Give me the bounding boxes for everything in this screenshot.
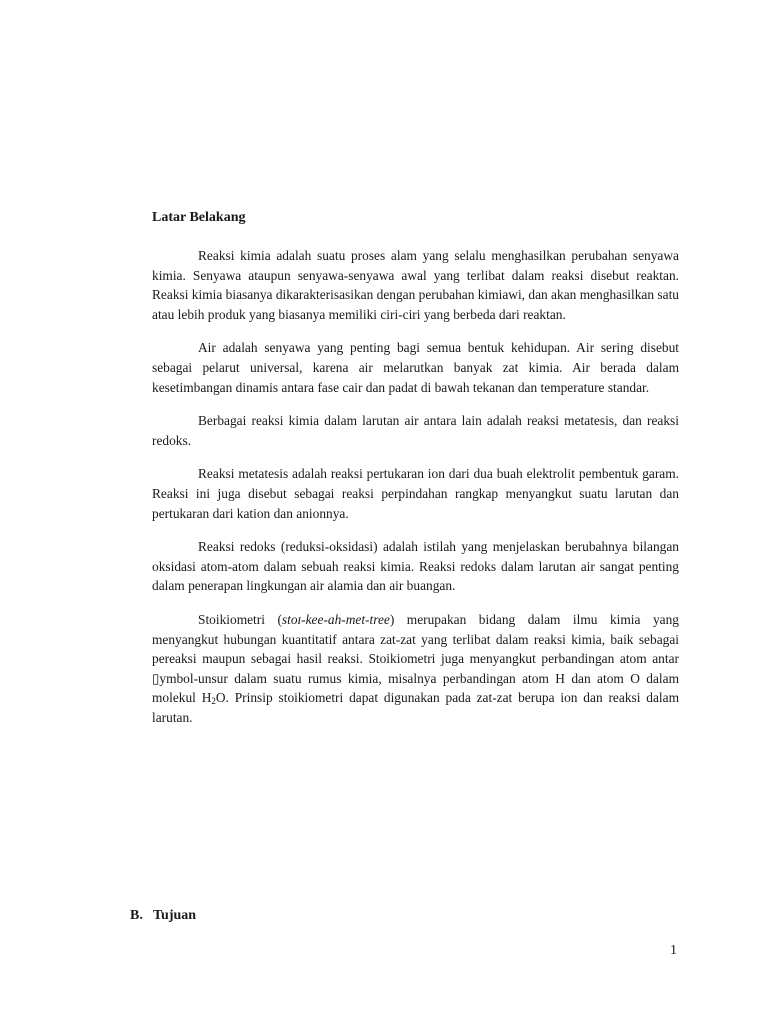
section-heading-tujuan [130, 908, 196, 924]
stoikiometri-pronunciation: stoɪ-kee-ah-met-tree [281, 611, 390, 627]
stoikiometri-text-start: Stoikiometri ( [198, 611, 282, 627]
paragraph-reaksi-dalam-larutan: Berbagai reaksi kimia dalam larutan air antara lain adalah reaksi metatesis, dan reaksi redoks. [152, 413, 679, 448]
body-text [152, 246, 679, 727]
section-title: Tujuan [153, 908, 197, 923]
paragraph-air: Air adalah senyawa yang penting bagi semua bentuk kehidupan. Air sering disebut sebagai pelarut universal, karena air melarutkan banyak zat kimia. Air berada dalam kesetimbangan dinamis antara fase cair dan padat di bawah tekanan dan temperature standar. [152, 340, 679, 395]
section-heading-latar-belakang: Latar Belakang [152, 210, 246, 225]
stoikiometri-text-middle: ) merupakan bidang dalam ilmu kimia yang menyangkut hubungan kuantitatif antara zat-zat yang terlibat dalam reaksi kimia, baik sebagai pereaksi maupun sebagai hasil reaksi. Stoikiometri juga menyangkut perbandingan atom antar ▯ymbol-unsur dalam suatu rumus kimia, misalnya perbandingan atom H dan atom O dalam molekul H [152, 611, 679, 706]
paragraph-stoikiometri [152, 610, 679, 728]
paragraph-reaksi-metatesis: Reaksi metatesis adalah reaksi pertukaran ion dari dua buah elektrolit pembentuk garam. Reaksi ini juga disebut sebagai reaksi perpindahan rangkap menyangkut suatu larutan dan pertukaran dari kation dan anionnya. [152, 466, 679, 521]
stoikiometri-text-end: O. Prinsip stoikiometri dapat digunakan pada zat-zat berupa ion dan reaksi dalam larutan. [152, 690, 679, 725]
page-number: 1 [670, 943, 677, 958]
paragraph-reaksi-kimia: Reaksi kimia adalah suatu proses alam yang selalu menghasilkan perubahan senyawa kimia. Senyawa ataupun senyawa-senyawa awal yang terlibat dalam reaksi disebut reaktan. Reaksi kimia biasanya dikarakterisasikan dengan perubahan kimiawi, dan akan menghasilkan satu atau lebih produk yang biasanya memiliki ciri-ciri yang berbeda dari reaktan. [152, 248, 679, 322]
water-subscript: 2 [211, 696, 216, 707]
paragraph-reaksi-redoks: Reaksi redoks (reduksi-oksidasi) adalah istilah yang menjelaskan berubahnya bilangan oksidasi atom-atom dalam sebuah reaksi kimia. Reaksi redoks dalam larutan air sangat penting dalam penerapan lingkungan air alamia dan air buangan. [152, 539, 679, 594]
section-number: B. [130, 908, 143, 923]
